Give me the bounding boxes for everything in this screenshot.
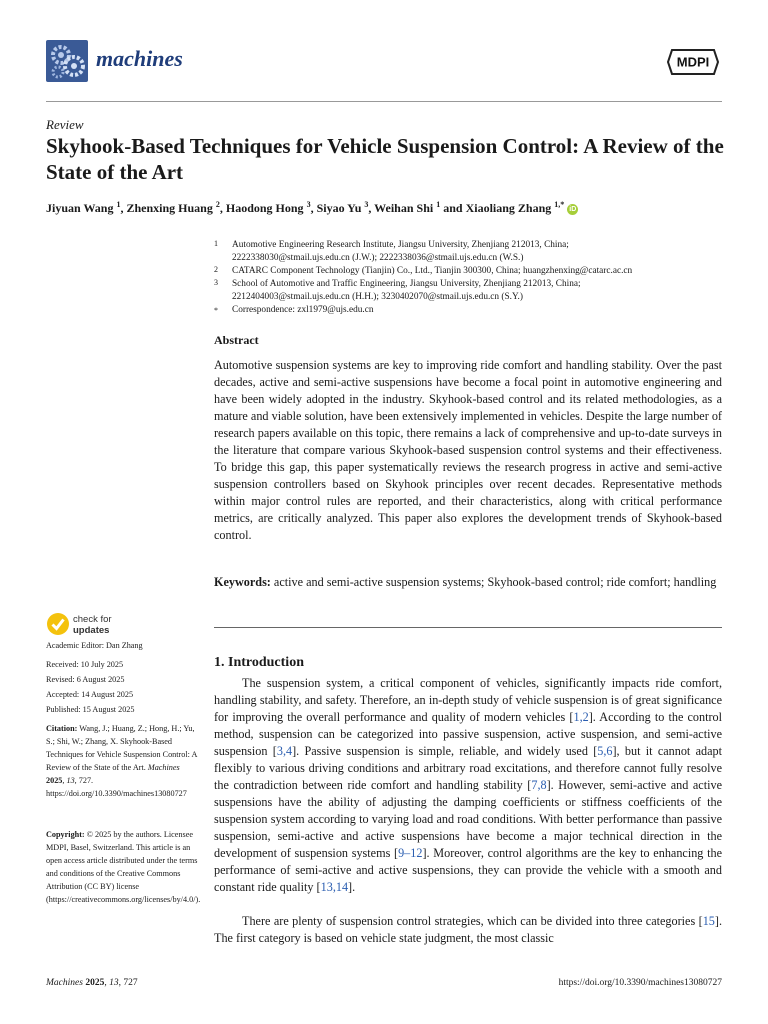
svg-text:MDPI: MDPI bbox=[676, 54, 710, 70]
copyright-label: Copyright: bbox=[46, 830, 85, 839]
paragraph-text: ]. According to the control method, suspension can be categorized into passive suspension, active suspension, and semi-active suspension [ bbox=[214, 710, 723, 758]
author-name[interactable]: Haodong Hong bbox=[225, 201, 304, 215]
citation-link[interactable]: 7,8 bbox=[531, 778, 547, 792]
article-type: Review bbox=[46, 117, 84, 132]
published-date: Published: 15 August 2025 bbox=[46, 705, 135, 714]
footer-citation: Machines 2025, 13, 727 bbox=[46, 978, 138, 988]
abstract-heading: Abstract bbox=[214, 333, 259, 347]
citation-link[interactable]: 1,2 bbox=[573, 710, 589, 724]
author-affiliation-sup: 3 bbox=[306, 200, 311, 209]
citation-year: 2025 bbox=[46, 775, 63, 785]
citation-volume: 13 bbox=[66, 775, 75, 785]
author-affiliation-sup: 1,* bbox=[554, 200, 565, 209]
footer-volume: 13 bbox=[109, 978, 119, 988]
affiliation-number: 2 bbox=[214, 265, 218, 274]
author-name[interactable]: Weihan Shi bbox=[374, 201, 434, 215]
author-name[interactable]: Jiyuan Wang bbox=[46, 201, 114, 215]
affiliation-number: * bbox=[214, 306, 218, 315]
affiliation-2 bbox=[232, 265, 722, 278]
mdpi-logo[interactable] bbox=[666, 48, 720, 76]
author-name[interactable]: Zhenxing Huang bbox=[126, 201, 213, 215]
citation-label: Citation: bbox=[46, 724, 78, 733]
paragraph-text: ]. However, semi-active and active suspensions have the ability of adjusting the damping coefficients or stiffness coefficients of the suspension system according to varying load and road conditions. With better performance than passive suspension, semi-active and active suspensions have become a major technical direction in the development of suspension systems [ bbox=[214, 778, 722, 860]
orcid-icon[interactable]: iD bbox=[569, 206, 577, 213]
intro-paragraph-2 bbox=[214, 913, 722, 947]
svg-text:updates: updates bbox=[73, 625, 110, 636]
citation-link[interactable]: 13,14 bbox=[320, 880, 349, 894]
correspondence bbox=[232, 304, 722, 317]
abstract-text: Automotive suspension systems are key to improving ride comfort and handling stability. Over the past decades, active and semi-active suspensions have become a focal point in automotive engineering and have been widely adopted in the industry. Skyhook-based control and its related methodologies, as a mature and viable solution, have been extensively implemented in vehicles. Despite the large number of research papers available on this topic, there remains a lack of comprehensive and up-to-date surveys in the literature that compare various Skyhook-based suspension control systems and their effectiveness. To bridge this gap, this paper systematically reviews the research progress in active and semi-active suspension controllers based on Skyhook principles over recent decades. Representative methods within major control rules are reported, and their characteristics, along with critical performance metrics, are critically analyzed. This paper also explores the development trends of Skyhook-based control. bbox=[214, 358, 722, 542]
academic-editor: Academic Editor: Dan Zhang bbox=[46, 641, 143, 650]
author-affiliation-sup: 1 bbox=[116, 200, 121, 209]
article-title: Skyhook-Based Techniques for Vehicle Suspension Control: A Review of the State of the Art bbox=[46, 134, 724, 184]
paragraph-text: ]. The first category is based on vehicle state judgment, the most classic bbox=[214, 914, 722, 945]
keywords bbox=[214, 574, 722, 591]
footer-doi-link[interactable]: https://doi.org/10.3390/machines13080727 bbox=[558, 978, 722, 988]
author-name[interactable]: Xiaoliang Zhang bbox=[465, 201, 552, 215]
section-divider bbox=[214, 627, 722, 628]
footer-year: 2025 bbox=[85, 978, 105, 988]
author-name[interactable]: Siyao Yu bbox=[316, 201, 362, 215]
keywords-list: active and semi-active suspension systems; Skyhook-based control; ride comfort; handling bbox=[273, 575, 717, 589]
affiliation-number: 3 bbox=[214, 278, 218, 287]
journal-logo-gears-icon bbox=[46, 40, 88, 82]
intro-paragraph-1 bbox=[214, 675, 722, 896]
affiliation-emails[interactable]: 2212404003@stmail.ujs.edu.cn (H.H.); 3230402070@stmail.ujs.edu.cn (S.Y.) bbox=[232, 292, 523, 303]
affiliation-emails[interactable]: 2222338030@stmail.ujs.edu.cn (J.W.); 2222338036@stmail.ujs.edu.cn (W.S.) bbox=[232, 253, 524, 264]
affiliation-number: 1 bbox=[214, 239, 218, 248]
svg-text:check for: check for bbox=[73, 614, 112, 625]
affiliation-line: Automotive Engineering Research Institute, Jiangsu University, Zhenjiang 212013, China; bbox=[232, 240, 569, 250]
affiliation-3 bbox=[232, 278, 722, 305]
header-divider bbox=[46, 101, 722, 102]
paragraph-text: ]. Passive suspension is simple, reliable, and widely used [ bbox=[292, 744, 598, 758]
footer-article-number: , 727 bbox=[118, 978, 138, 988]
keywords-label: Keywords: bbox=[214, 575, 271, 589]
author-affiliation-sup: 1 bbox=[436, 200, 441, 209]
citation-link[interactable]: 3,4 bbox=[276, 744, 293, 758]
citation-block: Citation: Wang, J.; Huang, Z.; Hong, H.; Yu, S.; Shi, W.; Zhang, X. Skyhook-Based Techniques for Vehicle Suspension Control: A Review of the State of the Art. Machines 2025, 13, 727. https://doi.org/10.3390/machines13080727 bbox=[46, 724, 197, 798]
section-heading-introduction: 1. Introduction bbox=[214, 655, 304, 670]
copyright-text[interactable]: © 2025 by the authors. Licensee MDPI, Basel, Switzerland. This article is an open access article distributed under the terms and conditions of the Creative Commons Attribution (CC BY) license (https://creativecommons.org/licenses/by/4.0/). bbox=[46, 830, 201, 904]
affiliation-line: CATARC Component Technology (Tianjin) Co., Ltd., Tianjin 300300, China; huangzhenxing@catarc.ac.cn bbox=[232, 266, 633, 276]
footer-journal: Machines bbox=[46, 978, 83, 988]
paragraph-text: ]. bbox=[348, 880, 356, 894]
accepted-date: Accepted: 14 August 2025 bbox=[46, 690, 134, 699]
citation-doi-link[interactable]: , 727. https://doi.org/10.3390/machines13080727 bbox=[46, 775, 187, 798]
citation-journal: Machines bbox=[147, 762, 180, 772]
author-affiliation-sup: 3 bbox=[364, 200, 369, 209]
correspondence-email[interactable]: Correspondence: zxl1979@ujs.edu.cn bbox=[232, 305, 374, 315]
citation-text: Wang, J.; Huang, Z.; Hong, H.; Yu, S.; Shi, W.; Zhang, X. Skyhook-Based Techniques for Vehicle Suspension Control: A Review of the State of the Art. bbox=[46, 724, 197, 772]
affiliation-line: School of Automotive and Traffic Engineering, Jiangsu University, Zhenjiang 212013, China; bbox=[232, 279, 581, 289]
paragraph-text: ]. Moreover, control algorithms are the key to enhancing the performance of semi-active and active suspensions, they can provide the vehicle with a smooth and constant ride quality [ bbox=[214, 846, 722, 894]
citation-link[interactable]: 9–12 bbox=[398, 846, 423, 860]
author-list: Jiyuan Wang $^1$, Zhenxing Huang $^2$, Haodong Hong $^3$, Siyao Yu $^3$, Weihan Shi $^1$ and Xiaoliang Zhang $^{1,*}$ iD bbox=[46, 200, 577, 215]
paragraph-text: The suspension system, a critical component of vehicles, significantly impacts ride comfort, handling stability, and safety. Therefore, an in-depth study of vehicle suspension is of great significance for improving the overall performance and quality of modern vehicles [ bbox=[214, 676, 722, 724]
paragraph-text: There are plenty of suspension control strategies, which can be divided into three categories [ bbox=[242, 914, 703, 928]
citation-link[interactable]: 5,6 bbox=[597, 744, 613, 758]
author-affiliation-sup: 2 bbox=[215, 200, 220, 209]
copyright-block bbox=[46, 829, 201, 906]
journal-name[interactable]: machines bbox=[96, 46, 183, 71]
check-for-updates-badge[interactable] bbox=[46, 611, 156, 637]
paragraph-text: ], but it cannot adapt flexibly to various driving conditions and arbitrary road excitations, and therefore cannot fully resolve the contradiction between ride comfort and handling stability [ bbox=[214, 744, 722, 792]
affiliation-1 bbox=[232, 239, 722, 266]
revised-date: Revised: 6 August 2025 bbox=[46, 675, 125, 684]
received-date: Received: 10 July 2025 bbox=[46, 660, 124, 669]
citation-link[interactable]: 15 bbox=[702, 914, 715, 928]
